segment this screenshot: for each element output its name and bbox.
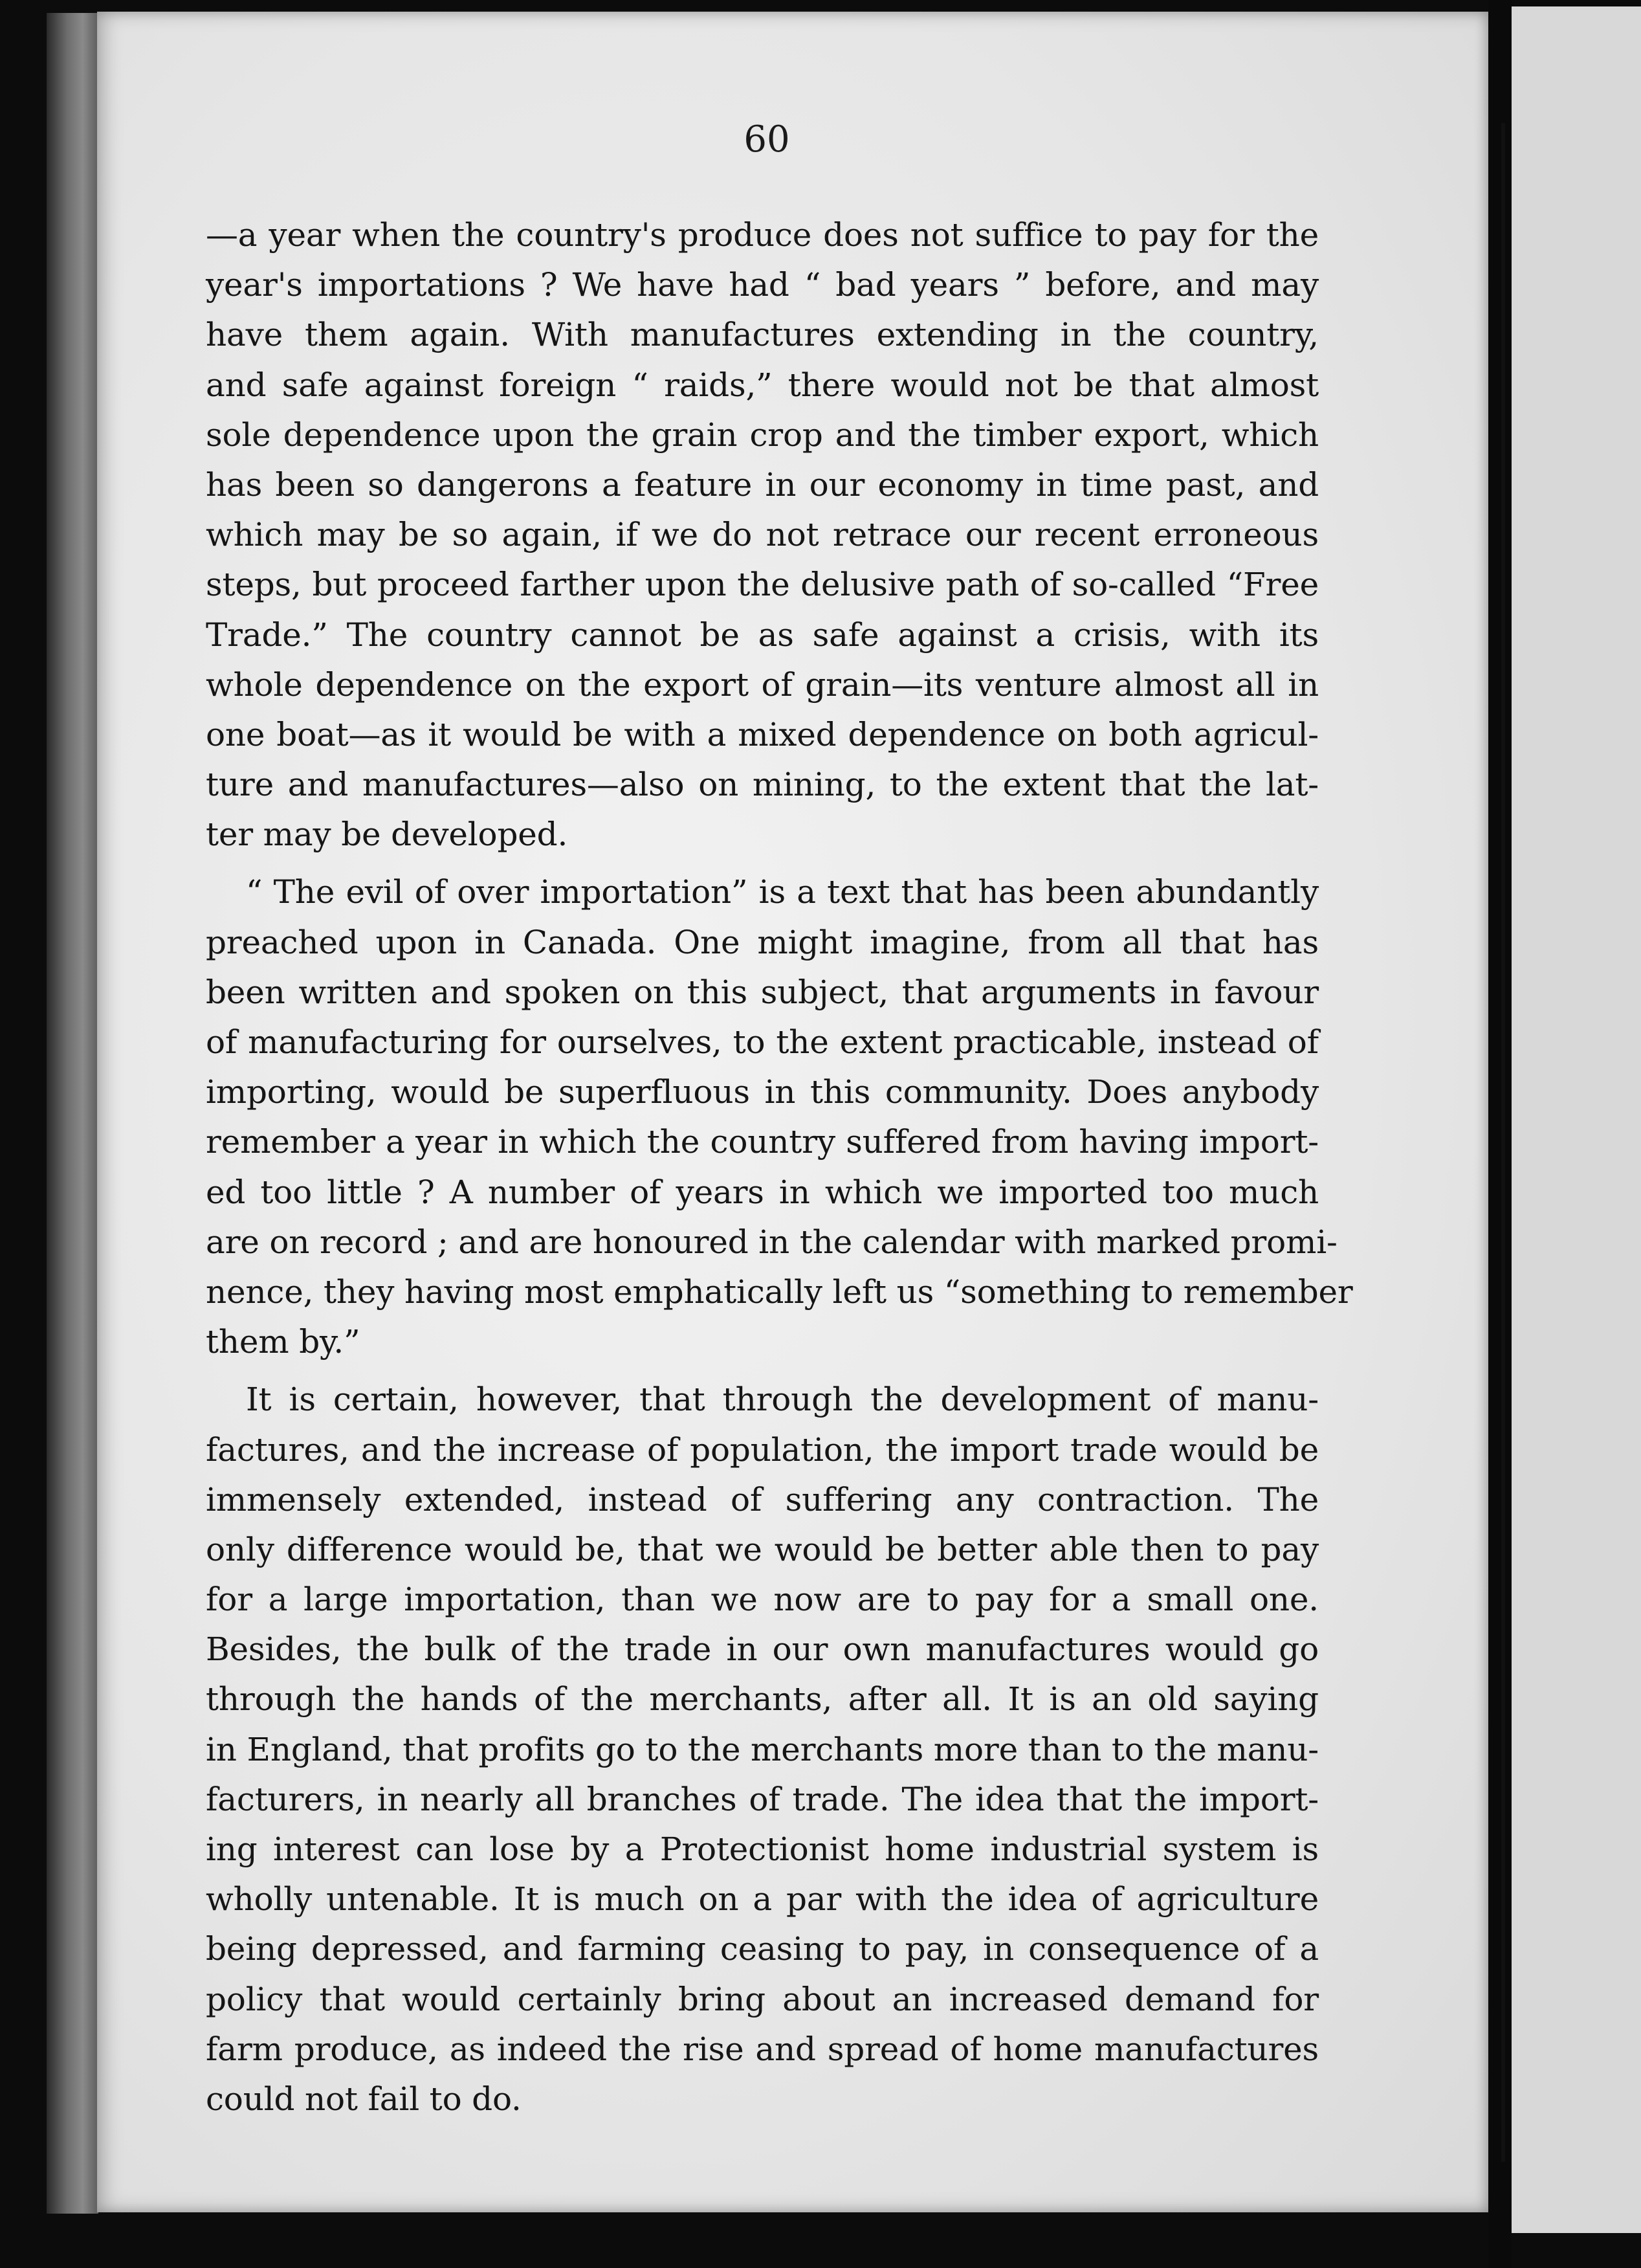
text-line: being depressed, and farming ceasing to pay, in consequence of a (206, 1930, 1319, 1968)
text-line: have them again. With manufactures extending in the country, (206, 316, 1319, 354)
text-line: which may be so again, if we do not retrace our recent erroneous (206, 516, 1319, 554)
text-line: Trade.” The country cannot be as safe against a crisis, with its (206, 616, 1319, 654)
text-line: ed too little ? A number of years in which we imported too much (206, 1173, 1319, 1211)
text-line: facturers, in nearly all branches of trade. The idea that the import- (206, 1780, 1319, 1818)
text-line: It is certain, however, that through the development of manu- (246, 1381, 1319, 1419)
facing-page-edge (1512, 6, 1641, 2233)
text-line: could not fail to do. (206, 2080, 522, 2118)
text-line: policy that would certainly bring about an increased demand for (206, 1980, 1319, 2018)
book-spine-edge (47, 13, 98, 2214)
text-line: wholly untenable. It is much on a par with the idea of agriculture (206, 1880, 1319, 1918)
text-line: Besides, the bulk of the trade in our own manufactures would go (206, 1630, 1319, 1669)
facing-page-rule (1501, 123, 1505, 2162)
text-line: been written and spoken on this subject, that arguments in favour (206, 973, 1319, 1011)
page-number: 60 (743, 118, 790, 161)
text-line: one boat—as it would be with a mixed dependence on both agricul- (206, 715, 1319, 753)
text-line: through the hands of the merchants, after all. It is an old saying (206, 1680, 1319, 1718)
text-line: has been so dangerons a feature in our economy in time past, and (206, 465, 1319, 504)
text-line: remember a year in which the country suffered from having import- (206, 1123, 1319, 1161)
paragraph-gap (206, 1367, 1319, 1375)
text-line: year's importations ? We have had “ bad years ” before, and may (206, 266, 1319, 304)
text-line: for a large importation, than we now are to pay for a small one. (206, 1581, 1319, 1619)
text-line: ter may be developed. (206, 816, 568, 854)
text-line: importing, would be superfluous in this community. Does anybody (206, 1073, 1319, 1111)
text-line: only difference would be, that we would be better able then to pay (206, 1530, 1319, 1568)
text-line: immensely extended, instead of suffering any contraction. The (206, 1480, 1319, 1518)
text-line: and safe against foreign “ raids,” there would not be that almost (206, 366, 1319, 404)
text-line: “ The evil of over importation” is a text that has been abundantly (246, 873, 1319, 911)
text-line: preached upon in Canada. One might imagine, from all that has (206, 923, 1319, 961)
text-line: factures, and the increase of population, the import trade would be (206, 1430, 1319, 1469)
text-line: steps, but proceed farther upon the delusive path of so-called “Free (206, 566, 1319, 604)
text-line: —a year when the country's produce does not suffice to pay for the (206, 216, 1319, 254)
paragraph-gap (206, 860, 1319, 867)
text-line: in England, that profits go to the merchants more than to the manu- (206, 1730, 1319, 1768)
text-line: farm produce, as indeed the rise and spread of home manufactures (206, 2030, 1319, 2068)
text-line: them by.” (206, 1323, 360, 1361)
text-line: ing interest can lose by a Protectionist home industrial system is (206, 1830, 1319, 1868)
text-line: ture and manufactures—also on mining, to the extent that the lat- (206, 766, 1319, 804)
text-line: are on record ; and are honoured in the calendar with marked promi- (206, 1223, 1338, 1261)
body-text (206, 210, 1353, 2124)
page-gutter (1488, 0, 1512, 2268)
text-line: of manufacturing for ourselves, to the extent practicable, instead of (206, 1023, 1319, 1061)
text-line: nence, they having most emphatically left us “something to remember (206, 1273, 1353, 1311)
text-line: whole dependence on the export of grain—its venture almost all in (206, 665, 1319, 704)
text-line: sole dependence upon the grain crop and the timber export, which (206, 416, 1319, 454)
